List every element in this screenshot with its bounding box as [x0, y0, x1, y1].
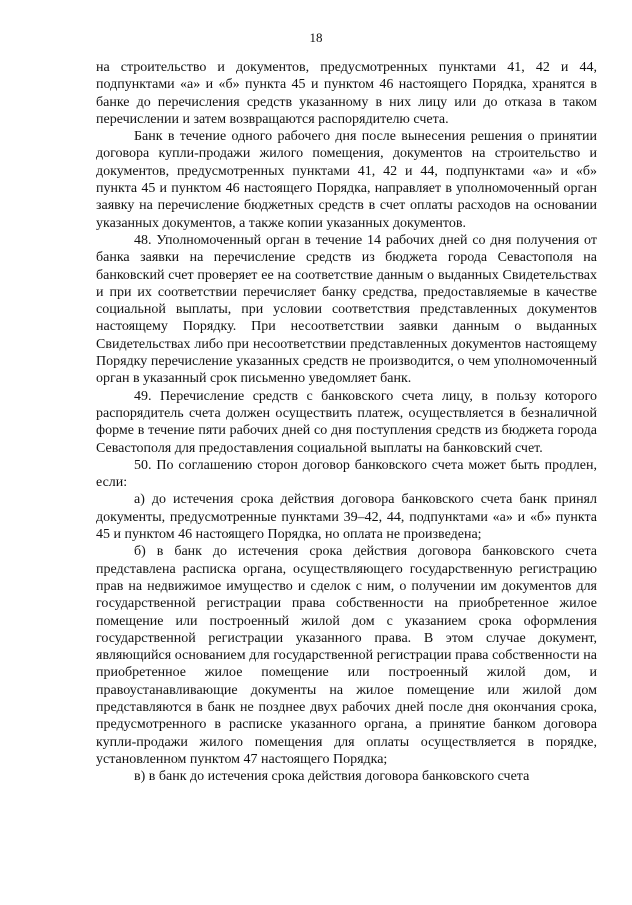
- page-number: 18: [309, 30, 323, 45]
- paragraph-continuation: на строительство и документов, предусмотренных пунктами 41, 42 и 44, подпунктами «а» и «б» пункта 45 и пунктом 46 настоящего Порядка, хранятся в банке до перечисления средств указанному в них лицу или до отказа в таком перечислении и затем возвращаются распорядителю счета.: [96, 60, 597, 127]
- paragraph-subitem-b: б) в банк до истечения срока действия договора банковского счета представлена расписка органа, осуществляющего государственную регистрацию прав на недвижимое имущество и сделок с ним, о получении им документов для государственной регистрации права собственности на приобретенное жилое помещение или построенный жилой дом с указанием срока оформления государственной регистрации указанного права. В этом случае документ, являющийся основанием для государственной регистрации права собственности на приобретенное жилое помещение или построенный жилой дом, и правоустанавливающие документы на жилое помещение или жилой дом представляются в банк не позднее двух рабочих дней после дня окончания срока, предусмотренного в расписке указанного органа, а принятие банком договора купли-продажи жилого помещения для оплаты осуществляется в порядке, установленном пунктом 47 настоящего Порядка;: [96, 544, 597, 767]
- paragraph-item-50: 50. По соглашению сторон договор банковского счета может быть продлен, если:: [96, 457, 597, 491]
- paragraph-bank-request: Банк в течение одного рабочего дня после вынесения решения о принятии договора купли-продажи жилого помещения, документов на строительство и документов, предусмотренных пунктами 41, 42 и 44, подпунктами «а» и «б» пункта 45 и пунктом 46 настоящего Порядка, направляет в уполномоченный орган заявку на перечисление бюджетных средств в счет оплаты расходов на основании указанных документов, а также копии указанных документов.: [96, 129, 597, 231]
- paragraph-subitem-v: в) в банк до истечения срока действия договора банковского счета: [134, 769, 530, 785]
- paragraph-subitem-a: а) до истечения срока действия договора банковского счета банк принял документы, предусмотренные пунктами 39–42, 44, подпунктами «а» и «б» пункта 45 и пунктом 46 настоящего Порядка, но оплата не произведена;: [96, 492, 597, 543]
- paragraph-item-48: 48. Уполномоченный орган в течение 14 рабочих дней со дня получения от банка заявки на перечисление средств из бюджета города Севастополя на банковский счет проверяет ее на соответствие данным о выданных Свидетельствах и при их соответствии перечисляет банку средства, предоставляемые в качестве социальной выплаты, при условии соответствия представленных документов настоящему Порядку. При несоответствии заявки данным о выданных Свидетельствах либо при несоответствии представленных документов настоящему Порядку перечисление указанных средств не производится, о чем уполномоченный орган в указанный срок письменно уведомляет банк.: [96, 232, 597, 387]
- document-body: [96, 59, 597, 785]
- paragraph-item-49: 49. Перечисление средств с банковского счета лицу, в пользу которого распорядитель счета должен осуществить платеж, осуществляется в безналичной форме в течение пяти рабочих дней со дня поступления средств из бюджета города Севастополя для предоставления социальной выплаты на банковский счет.: [96, 388, 597, 456]
